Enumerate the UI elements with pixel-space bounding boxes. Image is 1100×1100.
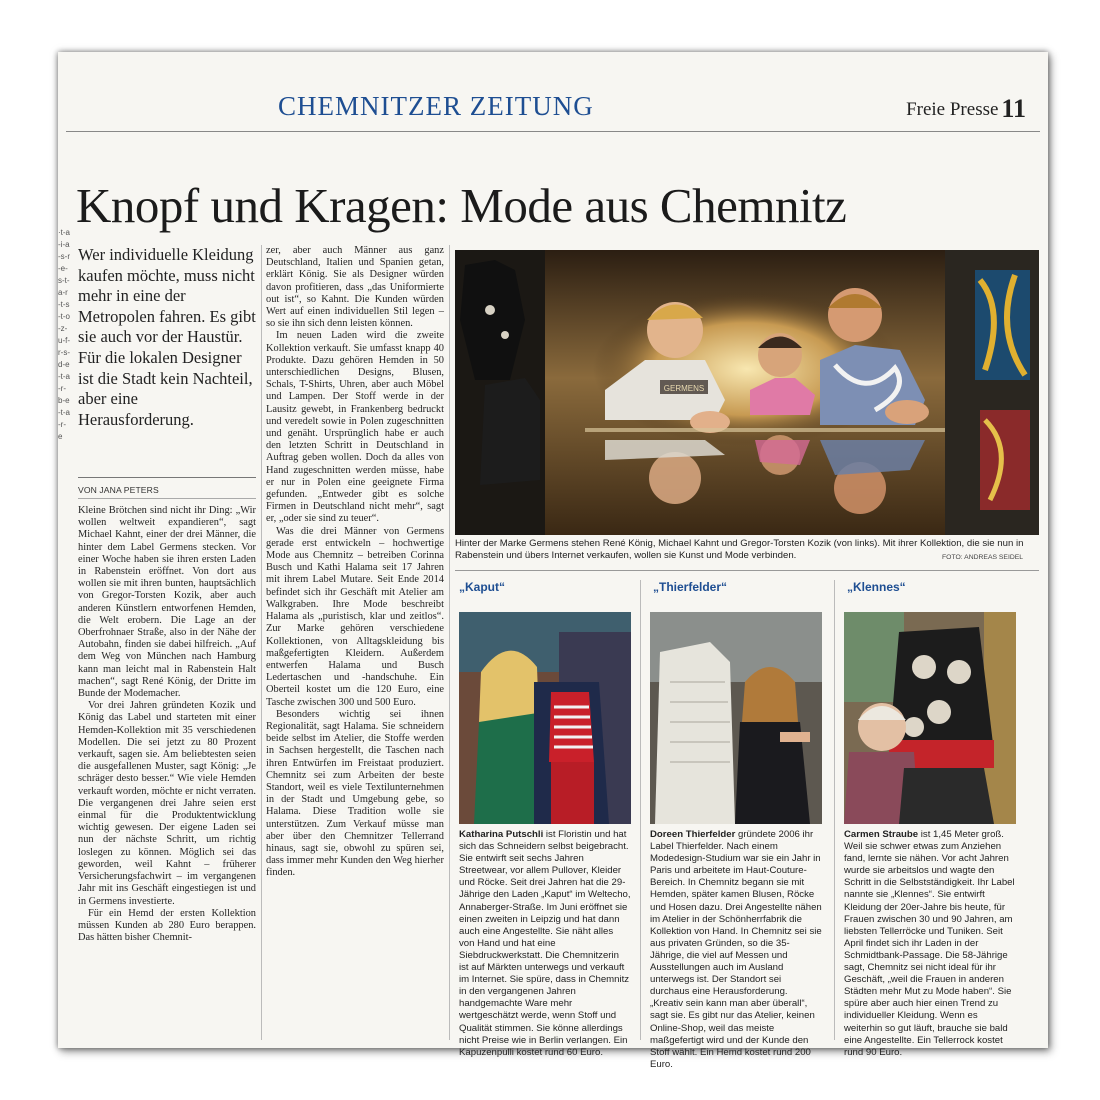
main-photo [455, 250, 1039, 535]
feature-person-name: Doreen Thierfelder [650, 829, 736, 840]
feature-label-kaput: „Kaput“ [459, 580, 505, 594]
paragraph: Was die drei Männer von Germens gerade erst entwickeln – hochwertige Mode aus Chemnitz – betreiben Corinna Busch und Kathi Halama seit 17 Jahren mit ihrem Label Mutare. Seit Ende 2014 befindet sich ihr Geschäft mit Atelier am Walkgraben. Ihre Mode beschreibt Halama als „puristisch, klar und zeitlos“. Zur Marke gehören verschiedene Kollektionen, von Alltagskleidung bis maßgefertigten Kleidern. Außerdem entwerfen Halama und Busch Ledertaschen und -handschuhe. Ein Oberteil kostet um die 120 Euro, eine Tasche zwischen 300 und 500 Euro. [266, 525, 444, 708]
article-headline: Knopf und Kragen: Mode aus Chemnitz [76, 178, 847, 233]
feature-photo-klennes [844, 612, 1016, 824]
paragraph: Vor drei Jahren gründeten Kozik und König das Label und starteten mit einer Hemden-Kollektion mit 35 verschiedenen Modellen. Die sei jetzt zu 80 Prozent verkauft, sagen sie. Am beliebtesten seien die ausgefallenen Muster, sagt König: „Je schräger desto besser.“ Wie viele Hemden verkauft worden, möchte er nicht verraten. Die vergangenen drei Jahre seien erst einmal für die Produktentwicklung wichtig gewesen. Der eigene Laden sei nun der nächste Schritt, um richtig loslegen zu können. Möglich sei das geworden, weil Kahnt – früherer Versicherungsfachwirt – im vergangenen Jahr mit ins Geschäft eingestiegen ist und in Germens investierte. [78, 700, 256, 907]
photo-credit: FOTO: ANDREAS SEIDEL [942, 554, 1024, 561]
paragraph: Für ein Hemd der ersten Kollektion müssen Kunden ab 280 Euro berappen. Das hätten bisher Chemnit- [78, 907, 256, 944]
feature-text-kaput [459, 829, 631, 1058]
article-intro: Wer individuelle Kleidung kaufen möchte, muss nicht mehr in eine der Metropolen fahren. Es gibt sie auch vor der Haustür. Für die lokalen Designer ist die Stadt kein Nachteil, aber eine Herausforderung. [78, 245, 256, 429]
feature-body: gründete 2006 ihr Label Thierfelder. Nach einem Modedesign-Studium war sie ein Jahr in Paris und arbeitete im Haut-Couture-Bereich. In Chemnitz begann sie mit Hemden, später kamen Blusen, Röcke und Hosen dazu. Drei Angestellte nähen im Atelier in der Schönherrfabrik die Kollektion von Hand. In Chemnitz sei sie aus privaten Gründen, so die 35-Jährige, die viel auf Messen und Ausstellungen auch im Ausland unterwegs ist. Der Standort sei durchaus eine Herausforderung. „Kreativ sein kann man aber überall“, sagt sie. Es gibt nur das Atelier, keinen Online-Shop, weil das meiste maßgefertigt wird und der Kunde den Stoff wählt. Ein Hemd kostet rund 200 Euro. [650, 829, 822, 1070]
adjacent-page-edge: ·t-a-i-a-s-r-e-s-t-a-r-t-s-t-o-z-u-f-r-s-d-e-t-a-r-b-e-t-a-r-e [58, 228, 70, 441]
caption-rule [455, 570, 1039, 571]
paragraph: Besonders wichtig sei ihnen Regionalität, sagt Halama. Sie schneidern beide selbst im Atelier, die Stoffe werden in Sachsen hergestellt, die Taschen nach ihren Entwürfen im Freistaat produziert. Chemnitz sei zum Arbeiten der beste Standort, weil es viele Textilunternehmen in der Stadt und Umgebung gebe, so Halama. Diese Tradition wolle sie unterstützen. Zum Verkauf müsse man aber über den Chemnitzer Tellerrand hinaus, sagt sie, obwohl zu spüren sei, dass immer mehr Kunden den Weg hierher finden. [266, 708, 444, 879]
article-column-1 [78, 505, 256, 1040]
feature-text-klennes [844, 829, 1016, 1058]
feature-photo-kaput [459, 612, 631, 824]
feature-label-thierfelder: „Thierfelder“ [653, 580, 728, 594]
feature-person-name: Katharina Putschli [459, 829, 544, 840]
column-divider [261, 245, 262, 1040]
feature-photo-thierfelder-illustration [650, 612, 822, 824]
feature-photo-klennes-illustration [844, 612, 1016, 824]
paragraph: Kleine Brötchen sind nicht ihr Ding: „Wir wollen weltweit expandieren“, sagt Michael Kahnt, einer der drei Männer, die hinter dem Label Germens stecken. Vor einer Woche haben sie ihren ersten Laden in Rabenstein eröffnet. Von dort aus wollen sie mit ihren bunten, hauptsächlich von Gregor-Torsten Kozik, aber auch anderen Künstlern entworfenen Hemden, die Welt erobern. Die Lage an der Oberfrohnaer Straße, also in der Nähe der Autobahn, finden sie dabei hilfreich. „Auf dem Weg von München nach Hamburg kann man leicht mal in Rabenstein Halt machen“, sagt René König, der Dritte im Bunde der Modemacher. [78, 505, 256, 700]
paragraph: zer, aber auch Männer aus ganz Deutschland, Italien und Spanien getan, erklärt König. Sie als Designer würden davon profitieren, dass „das Uniformierte out ist“, so Kahnt. Die Kunden würden Wert auf einen individuellen Stil legen – so sie ihn sich denn leisten können. [266, 245, 444, 330]
feature-body: ist Floristin und hat sich das Schneidern selbst beigebracht. Sie entwirft seit sechs Jahren Streetwear, vor allem Pullover, Kleider und Röcke. Seit drei Jahren hat die 29-Jährige den Laden „Kaput“ im Weltecho, Annaberger-Straße. Im Juni eröffnet sie einen zweiten in Leipzig und hat dann auch eine Angestellte. Sie näht alles von Hand und hat eine Siebdruckwerkstatt. Die Chemnitzerin ist auf Märkten unterwegs und verkauft im Internet. Sie spüre, dass in Chemnitz in den vergangenen Jahren handgemachte Ware mehr wertgeschätzt werde, wenn Stoff und Qualität stimmen. Sie könne allerdings nicht Preise wie in Berlin verlangen. Ein Kapuzenpulli kostet rund 60 Euro. [459, 829, 631, 1058]
germens-sign: GERMENS [663, 384, 705, 393]
main-photo-caption: Hinter der Marke Germens stehen René König, Michael Kahnt und Gregor-Torsten Kozik (von links). Mit ihrer Kollektion, die sie nun in Rabenstein und übers Internet verkaufen, wollen sie Kunst und Mode verbinden. [455, 538, 1024, 562]
feature-photo-kaput-illustration [459, 612, 631, 824]
column-divider [449, 245, 450, 1040]
byline-rule-bottom [78, 498, 256, 499]
feature-text-thierfelder [650, 829, 822, 1070]
feature-photo-thierfelder [650, 612, 822, 824]
feature-person-name: Carmen Straube [844, 829, 919, 840]
column-divider [834, 580, 835, 1040]
main-photo-illustration [455, 250, 1039, 535]
page-marker [906, 94, 1026, 124]
paragraph: Im neuen Laden wird die zweite Kollektion verkauft. Sie umfasst knapp 40 Produkte. Dazu gehören Hemden in 50 unterschiedlichen Designs, Blusen, Schals, T-Shirts, Uhren, aber auch Möbel und Lampen. Der Stoff werde in der Lausitz gewebt, in Frankenberg bedruckt und veredelt sowie in Polen zugeschnitten und genäht. Ursprünglich habe er auch den letzten Schritt in Deutschland in Auftrag geben wollen. Doch da alles von Hand zugeschnitten werden müsse, habe er nur in Polen eine geeignete Firma gefunden. „Entweder gibt es solche Firmen in Deutschland nicht mehr“, sagt er, „oder sie sind zu teuer“. [266, 330, 444, 525]
masthead-rule [66, 131, 1040, 132]
byline-rule [78, 477, 256, 478]
paper-name: CHEMNITZER ZEITUNG [278, 91, 594, 121]
feature-body: ist 1,45 Meter groß. Weil sie schwer etwas zum Anziehen fand, lernte sie nähen. Vor acht Jahren wurde sie arbeitslos und wagte den Schritt in die Selbstständigkeit. Ihr Label nannte sie „Klennes“. Sie entwirft Kleidung der 20er-Jahre bis heute, für Frauen zwischen 30 und 90 Jahren, am liebsten Tellerröcke und Tuniken. Seit April findet sich ihr Laden in der Schmidtbank-Passage. Die 58-Jährige sagt, Chemnitz sei nicht ideal für ihr Geschäft, „weil die Frauen in anderen Städten mehr Mut zu Mode haben“. Sie spüre aber auch hier einen Trend zu individueller Kleidung. Wenn es weiterhin so gut läuft, brauche sie bald eine Angestellte. Ein Tellerrock kostet rund 90 Euro. [844, 829, 1015, 1058]
article-column-2 [266, 245, 444, 1040]
publication-name: Freie Presse [906, 99, 999, 120]
article-byline: VON JANA PETERS [78, 485, 159, 495]
feature-label-klennes: „Klennes“ [847, 580, 906, 594]
newspaper-page [58, 52, 1048, 1070]
column-divider [640, 580, 641, 1040]
page-number: 11 [1001, 94, 1026, 123]
